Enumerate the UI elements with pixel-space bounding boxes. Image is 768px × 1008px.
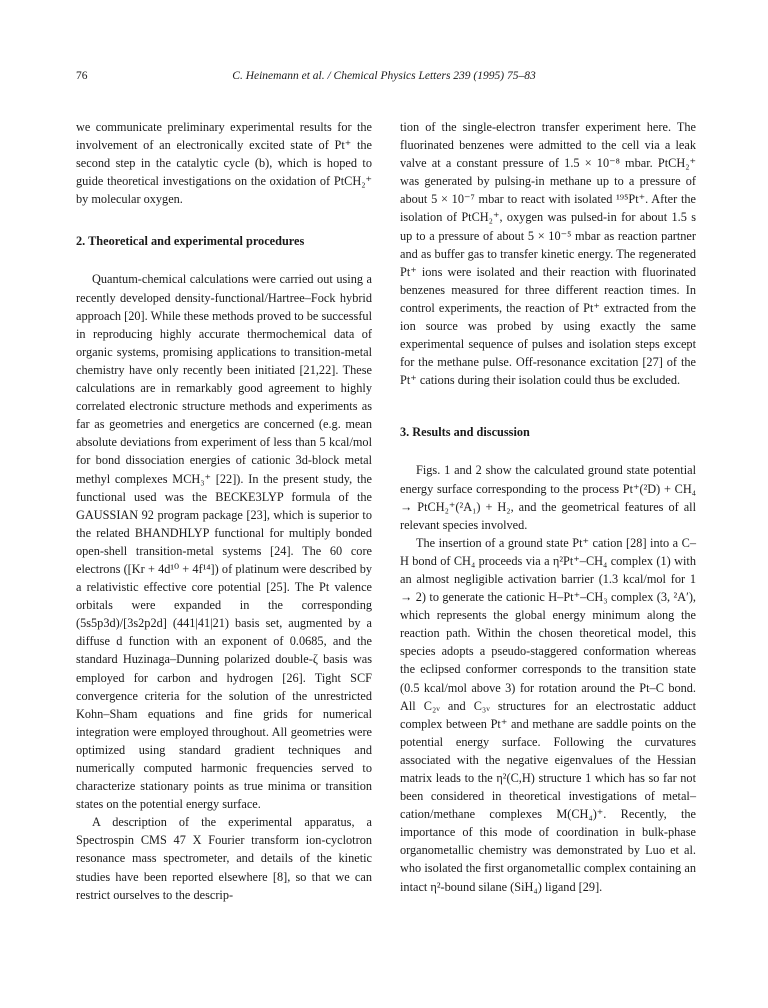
section-2-heading: 2. Theoretical and experimental procedures bbox=[76, 234, 305, 249]
page-number: 76 bbox=[76, 70, 88, 82]
methods-paragraph: Quantum-chemical calculations were carried out using a recently developed density-functional/Hartree–Fock hybrid approach [20]. While these methods proved to be successful in reproducing highly accurate thermochemical data of organic systems, promising applications to transition-metal chemistry have only recently been initiated [21,22]. These calculations are in remarkably good agreement to highly correlated electronic structure methods and experiments as far as geometries and energetics are concerned (e.g. mean absolute deviations from experiment of less than 5 kcal/mol for bond dissociation energies of cationic 3d-block metal methyl complexes MCH₃⁺ [22]). In the present study, the functional used was the BECKE3LYP formula of the GAUSSIAN 92 program package [23], which is superior to the related BHANDHLYP functional for multiply bonded open-shell transition-metal systems [24]. The 60 core electrons ([Kr + 4d¹⁰ + 4f¹⁴]) of platinum were described by a relativistic effective core potential [25]. The Pt valence orbitals were expanded in the corresponding (5s5p3d)/[3s2p2d] (441|41|21) basis set, augmented by a diffuse d function with an exponent of 0.0685, and the standard Huzinaga–Dunning polarized double-ζ basis was employed for carbon and hydrogen [26]. Tight SCF convergence criteria for the solution of the unrestricted Kohn–Sham equations and fine grids for numerical integration were employed throughout. All geometries were optimized using standard gradient techniques and numerically computed harmonic frequencies served to characterize stationary points as true minima or transition states on the potential energy surface. bbox=[76, 272, 372, 812]
right-column bbox=[400, 118, 696, 896]
experimental-paragraph-continued: tion of the single-electron transfer experiment here. The fluorinated benzenes were admitted to the cell via a leak valve at a constant pressure of 1.5 × 10⁻⁸ mbar. PtCH₂⁺ was generated by pulsing-in methane up to a pressure of about 5 × 10⁻⁷ mbar to react with isolated ¹⁹⁵Pt⁺. After the isolation of PtCH₂⁺, oxygen was pulsed-in for about 1.5 s up to a pressure of about 5 × 10⁻⁵ mbar as reaction partner and as buffer gas to transfer kinetic energy. The regenerated Pt⁺ ions were isolated and their reaction with fluorinated benzenes measured for three different reaction times. In control experiments, the reaction of Pt⁺ extracted from the ion source was probed by using exactly the same experimental sequence of pulses and isolation steps except for the methane pulse. Off-resonance excitation [27] of the Pt⁺ cations during their isolation could thus be excluded. bbox=[400, 120, 696, 388]
intro-paragraph-end: we communicate preliminary experimental results for the involvement of an electronically excited state of Pt⁺ the second step in the catalytic cycle (b), which is hoped to guide theoretical investigations on the oxidation of PtCH₂⁺ by molecular oxygen. bbox=[76, 120, 372, 207]
section-3-heading: 3. Results and discussion bbox=[400, 425, 530, 440]
results-paragraph-1: Figs. 1 and 2 show the calculated ground state potential energy surface corresponding to the process Pt⁺(²D) + CH₄ → PtCH₂⁺(²A₁) + H₂, and the geometrical features of all relevant species involved. bbox=[400, 463, 696, 532]
results-paragraph-2: The insertion of a ground state Pt⁺ cation [28] into a C–H bond of CH₄ proceeds via a η²Pt⁺–CH₄ complex (1) with an almost negligible activation barrier (1.3 kcal/mol for 1 → 2) to generate the cationic H–Pt⁺–CH₃ complex (3, ²A′), which represents the global energy minimum along the reaction path. Within the chosen theoretical model, this species adopts a pseudo-staggered conformation whereas the eclipsed conformer corresponds to the transition state (0.5 kcal/mol above 3) for rotation around the Pt–C bond. All C₂ᵥ and C₃ᵥ structures for an electrostatic adduct complex between Pt⁺ and methane are saddle points on the potential energy surface. Following the curvatures associated with the negative eigenvalues of the Hessian matrix leads to the η²(C,H) structure 1 which has so far not been considered in theoretical investigations of metal–cation/methane complexes M(CH₄)⁺. Recently, the importance of this mode of coordination in bulk-phase organometallic chemistry was demonstrated by Luo et al. who isolated the first organometallic complex containing an intact η²-bound silane (SiH₄) ligand [29]. bbox=[400, 535, 696, 894]
running-title: C. Heinemann et al. / Chemical Physics Letters 239 (1995) 75–83 bbox=[232, 70, 536, 82]
page-header bbox=[0, 70, 768, 90]
experimental-paragraph: A description of the experimental apparatus, a Spectrospin CMS 47 X Fourier transform ion-cyclotron resonance mass spectrometer, and details of the kinetic studies have been reported elsewhere [8], so that we can restrict ourselves to the descrip- bbox=[76, 815, 372, 902]
left-column bbox=[76, 118, 372, 904]
